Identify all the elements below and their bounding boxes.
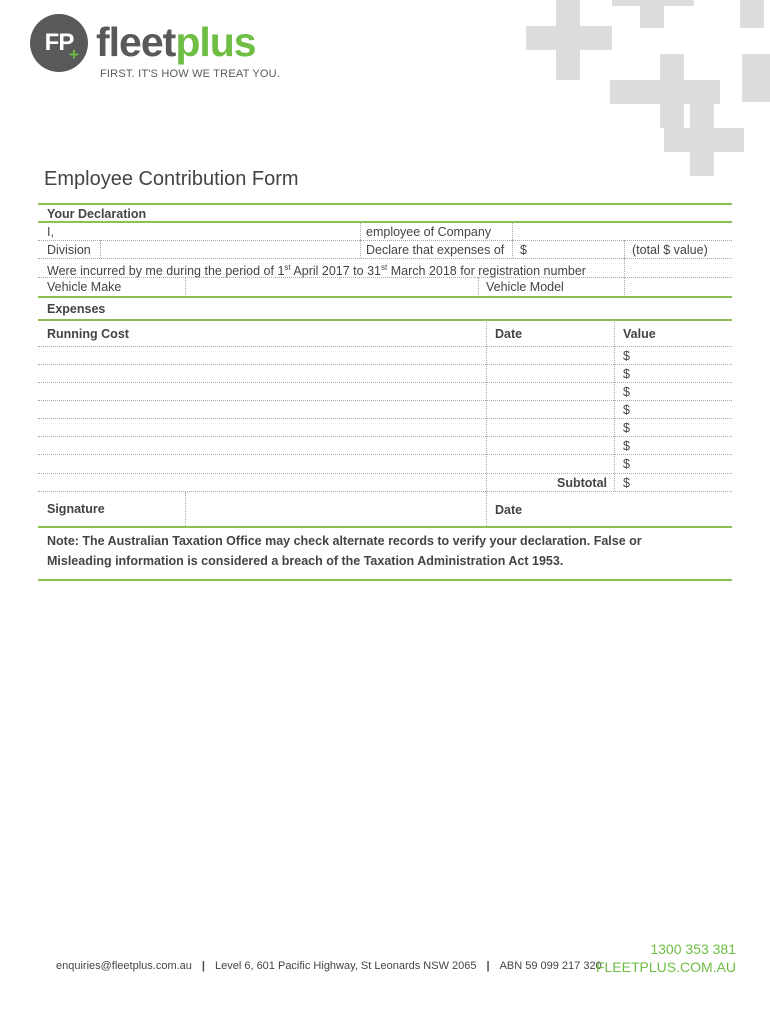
footer-separator: | [486,960,490,972]
expense-row-value: $ [623,403,630,417]
your-declaration-heading: Your Declaration [47,207,147,221]
expense-row-value: $ [623,439,630,453]
footer-website: FLEETPLUS.COM.AU [595,959,736,975]
section-rule [38,296,732,298]
footer-contact [596,940,736,976]
col-date: Date [495,327,523,341]
brand-name-plus: plus [175,19,256,65]
logo-plus-icon: + [69,45,79,64]
footer-address: Level 6, 601 Pacific Highway, St Leonards NSW 2065 [214,960,477,972]
note-line-1: Note: The Australian Taxation Office may check alternate records to verify your declaration. False or [47,534,642,548]
expenses-heading: Expenses [47,302,106,316]
declare-expenses-label: Declare that expenses of [366,243,505,257]
brand-name [96,18,256,66]
signature-label: Signature [47,502,105,516]
footer-phone: 1300 353 381 [650,941,736,957]
footer-abn: ABN 59 099 217 320 [499,960,602,972]
section-rule [38,579,732,581]
expense-row-value: $ [623,349,630,363]
fleetplus-logo [30,14,290,84]
employee-of-company-label: employee of Company [366,225,492,239]
footer [56,960,602,972]
form-title: Employee Contribution Form [44,168,299,190]
vehicle-make-label: Vehicle Make [47,280,122,294]
i-label: I, [47,225,54,239]
expense-row-value: $ [623,421,630,435]
footer-email: enquiries@fleetplus.com.au [56,960,192,972]
col-value: Value [623,327,656,341]
subtotal-label: Subtotal [557,476,607,490]
section-rule [38,203,732,205]
brand-name-fleet: fleet [96,19,176,65]
footer-separator: | [201,960,205,972]
signature-date-label: Date [495,503,523,517]
expense-row-value: $ [623,367,630,381]
expenses-currency: $ [520,243,527,257]
division-label: Division [47,243,91,257]
section-rule [38,526,732,528]
incurred-period-text: Were incurred by me during the period of 1st April 2017 to 31st March 2018 for registration number [47,263,586,279]
brand-tagline: FIRST. IT'S HOW WE TREAT YOU. [100,68,281,80]
vehicle-model-label: Vehicle Model [486,280,564,294]
fp-logo-mark: FP [30,14,88,72]
col-running-cost: Running Cost [47,327,129,341]
expense-row-value: $ [623,385,630,399]
section-rule [38,221,732,223]
section-rule [38,319,732,321]
total-value-label: (total $ value) [632,243,708,257]
note-line-2: Misleading information is considered a breach of the Taxation Administration Act 1953. [47,554,564,568]
expense-row-value: $ [623,457,630,471]
subtotal-currency: $ [623,476,630,490]
